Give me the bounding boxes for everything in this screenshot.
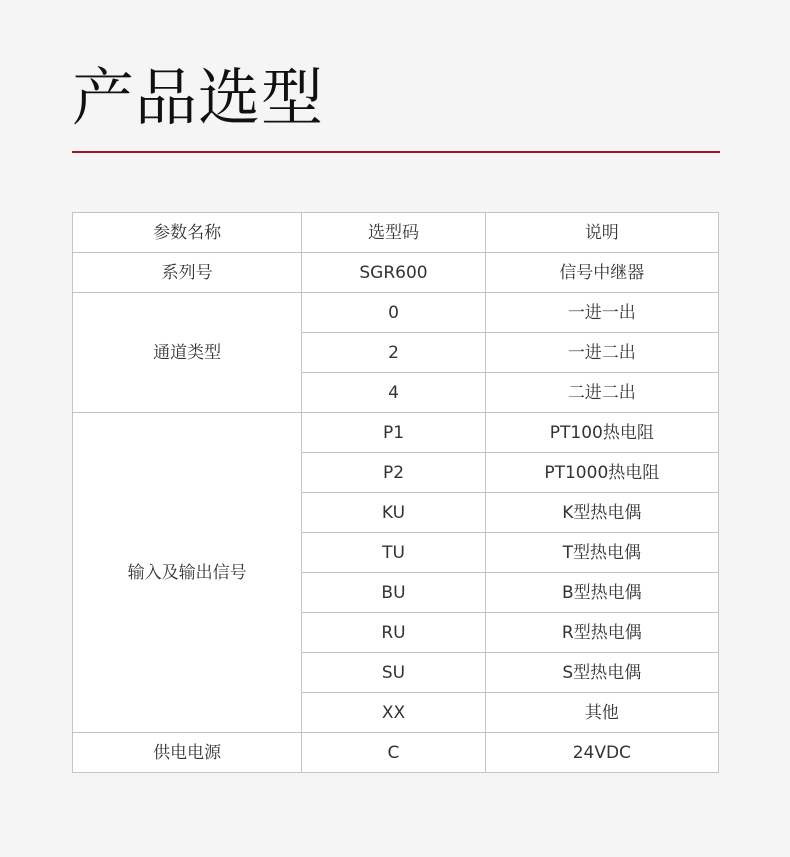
cell-desc: B型热电偶 bbox=[485, 573, 718, 613]
cell-code: SU bbox=[302, 653, 485, 693]
page-title: 产品选型 bbox=[72, 61, 325, 134]
table-header-row bbox=[73, 213, 719, 253]
cell-code: SGR600 bbox=[302, 253, 485, 293]
cell-code: P1 bbox=[302, 413, 485, 453]
cell-param-name: 输入及输出信号 bbox=[73, 413, 302, 733]
cell-desc: PT100热电阻 bbox=[485, 413, 718, 453]
cell-desc: 二进二出 bbox=[485, 373, 718, 413]
cell-desc: 24VDC bbox=[485, 733, 718, 773]
title-divider bbox=[72, 151, 720, 153]
cell-desc: S型热电偶 bbox=[485, 653, 718, 693]
cell-desc: 其他 bbox=[485, 693, 718, 733]
table-row bbox=[73, 413, 719, 453]
product-selection-table bbox=[72, 212, 719, 773]
table-row bbox=[73, 293, 719, 333]
cell-code: RU bbox=[302, 613, 485, 653]
header-description: 说明 bbox=[485, 213, 718, 253]
header-selection-code: 选型码 bbox=[302, 213, 485, 253]
cell-code: C bbox=[302, 733, 485, 773]
cell-desc: K型热电偶 bbox=[485, 493, 718, 533]
cell-desc: PT1000热电阻 bbox=[485, 453, 718, 493]
cell-code: XX bbox=[302, 693, 485, 733]
cell-code: 0 bbox=[302, 293, 485, 333]
cell-param-name: 系列号 bbox=[73, 253, 302, 293]
cell-code: 2 bbox=[302, 333, 485, 373]
header-param-name: 参数名称 bbox=[73, 213, 302, 253]
cell-param-name: 供电电源 bbox=[73, 733, 302, 773]
cell-desc: T型热电偶 bbox=[485, 533, 718, 573]
cell-desc: 信号中继器 bbox=[485, 253, 718, 293]
cell-desc: 一进二出 bbox=[485, 333, 718, 373]
cell-desc: 一进一出 bbox=[485, 293, 718, 333]
cell-param-name: 通道类型 bbox=[73, 293, 302, 413]
cell-code: KU bbox=[302, 493, 485, 533]
cell-code: BU bbox=[302, 573, 485, 613]
cell-code: TU bbox=[302, 533, 485, 573]
table-row bbox=[73, 253, 719, 293]
cell-desc: R型热电偶 bbox=[485, 613, 718, 653]
cell-code: P2 bbox=[302, 453, 485, 493]
cell-code: 4 bbox=[302, 373, 485, 413]
table-row bbox=[73, 733, 719, 773]
